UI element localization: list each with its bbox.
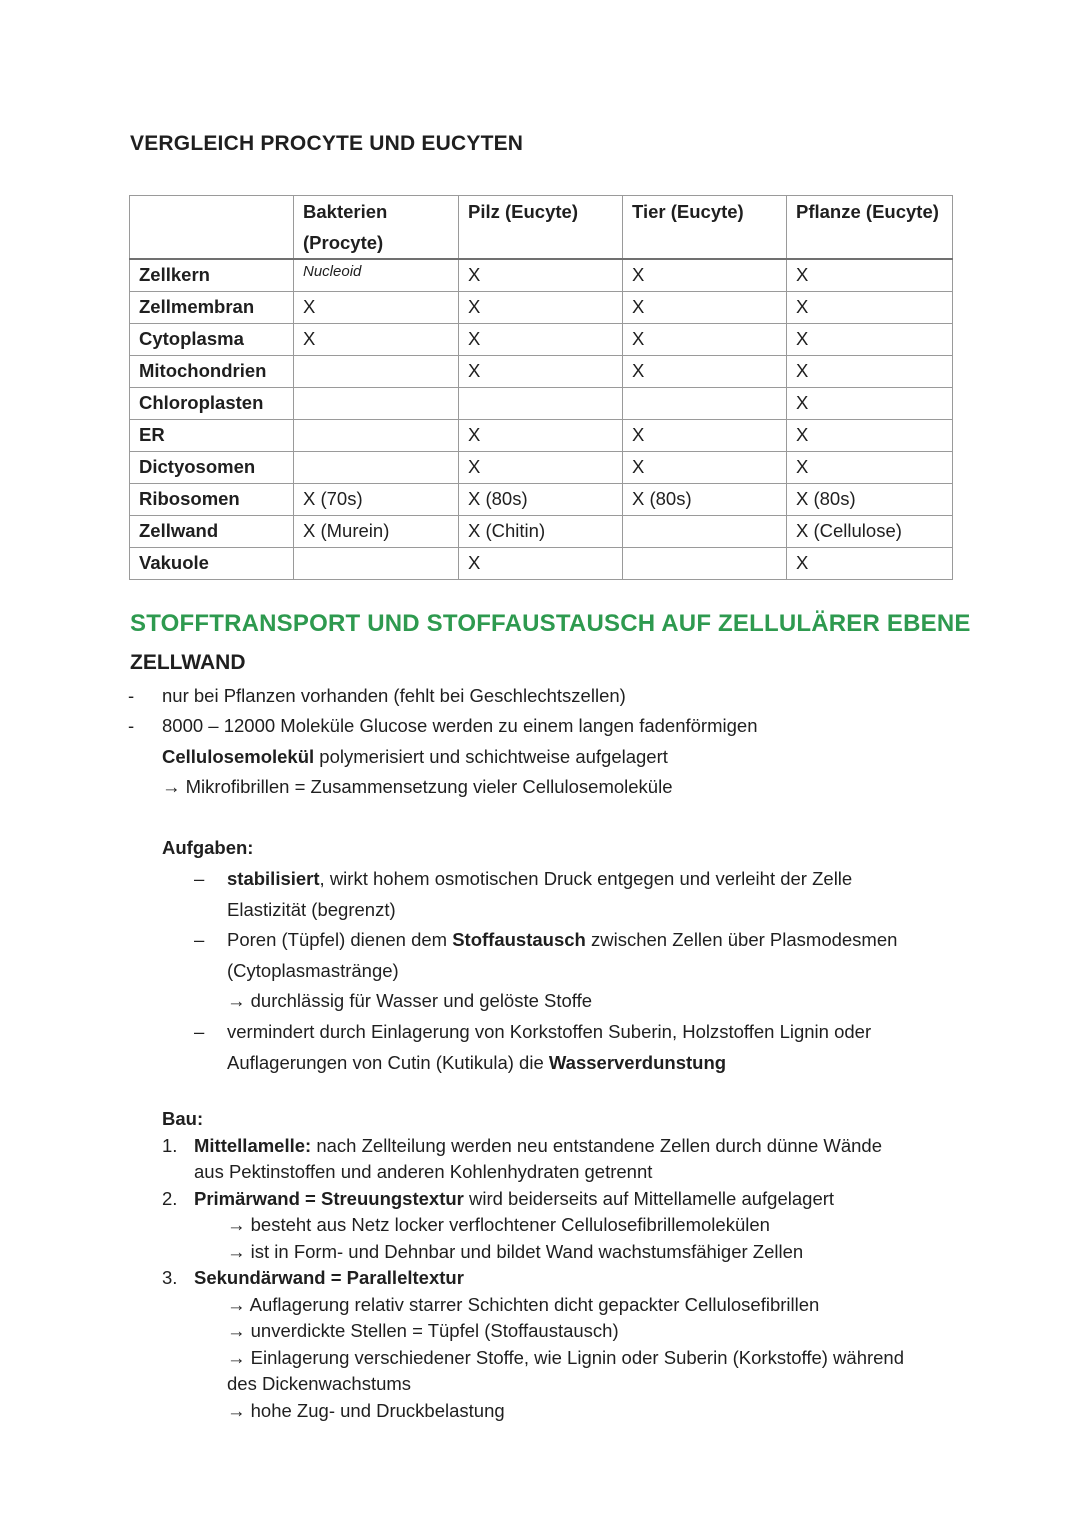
bau-item-cont: aus Pektinstoffen und anderen Kohlenhydraten getrennt — [194, 1161, 653, 1182]
table-row — [130, 259, 953, 292]
bold-term: stabilisiert — [227, 868, 320, 889]
table-cell: X (Cellulose) — [787, 516, 953, 548]
table-cell — [294, 548, 459, 580]
table-cell: X — [787, 356, 953, 388]
table-cell: X (Murein) — [294, 516, 459, 548]
table-cell — [294, 388, 459, 420]
text-run: wird beiderseits auf Mittellamelle aufgelagert — [463, 1188, 835, 1209]
table-row — [130, 516, 953, 548]
bau-item — [194, 1187, 834, 1211]
row-label: Cytoplasma — [130, 324, 294, 356]
table-row — [130, 548, 953, 580]
bau-item-cont: → unverdickte Stellen = Tüpfel (Stoffaustausch) — [227, 1320, 619, 1341]
bau-item-cont: → hohe Zug- und Druckbelastung — [227, 1400, 505, 1421]
aufgaben-item: vermindert durch Einlagerung von Korkstoffen Suberin, Holzstoffen Lignin oder — [227, 1021, 872, 1042]
text-run: zwischen Zellen über Plasmodesmen — [585, 929, 898, 950]
comparison-table — [129, 195, 953, 580]
table-cell: X — [623, 259, 787, 292]
aufgaben-item-cont: → durchlässig für Wasser und gelöste Stoffe — [227, 990, 593, 1011]
aufgaben-item-cont — [227, 1051, 726, 1075]
table-cell: X — [294, 324, 459, 356]
bullet-dash: – — [194, 868, 205, 889]
table-cell: X — [787, 548, 953, 580]
table-header-cell: Pilz (Eucyte) — [459, 196, 623, 260]
text-run: nach Zellteilung werden neu entstandene Zellen durch dünne Wände — [311, 1135, 883, 1156]
row-label: Vakuole — [130, 548, 294, 580]
table-cell: X — [623, 356, 787, 388]
text-run: , wirkt hohem osmotischen Druck entgegen und verleiht der Zelle — [319, 868, 853, 889]
row-label: ER — [130, 420, 294, 452]
table-row — [130, 388, 953, 420]
table-cell: X (80s) — [459, 484, 623, 516]
table-cell: X (80s) — [787, 484, 953, 516]
aufgaben-item — [227, 867, 852, 891]
bau-item — [194, 1134, 882, 1158]
table-cell: X — [623, 324, 787, 356]
page-title: VERGLEICH PROCYTE UND EUCYTEN — [130, 132, 524, 155]
table-cell: X — [459, 420, 623, 452]
table-cell: X — [459, 324, 623, 356]
bullet-text: → Mikrofibrillen = Zusammensetzung vieler Cellulosemoleküle — [162, 776, 673, 797]
bullet-text — [162, 745, 668, 769]
bau-item-cont: → ist in Form- und Dehnbar und bildet Wand wachstumsfähiger Zellen — [227, 1241, 804, 1262]
row-label: Zellkern — [130, 259, 294, 292]
aufgaben-item-cont: (Cytoplasmastränge) — [227, 960, 399, 981]
row-label: Zellwand — [130, 516, 294, 548]
row-label: Mitochondrien — [130, 356, 294, 388]
table-cell: X — [787, 259, 953, 292]
text-run: Poren (Tüpfel) dienen dem — [227, 929, 453, 950]
table-cell: X — [787, 388, 953, 420]
table-cell: X — [623, 452, 787, 484]
aufgaben-label: Aufgaben: — [162, 837, 254, 858]
table-header-cell — [294, 196, 459, 260]
bullet-dash: – — [194, 929, 205, 950]
header-line: (Procyte) — [303, 232, 384, 253]
table-cell: X — [459, 452, 623, 484]
list-number: 2. — [162, 1188, 178, 1209]
row-label: Ribosomen — [130, 484, 294, 516]
header-line: Bakterien — [303, 201, 388, 222]
table-row — [130, 484, 953, 516]
table-cell: X — [294, 292, 459, 324]
bau-label: Bau: — [162, 1108, 204, 1129]
table-cell — [623, 388, 787, 420]
text-run: Auflagerungen von Cutin (Kutikula) die — [227, 1052, 549, 1073]
table-row — [130, 292, 953, 324]
bold-term: Wasserverdunstung — [548, 1052, 727, 1073]
bau-item-cont: → Auflagerung relativ starrer Schichten dicht gepackter Cellulosefibrillen — [227, 1294, 820, 1315]
table-cell: X (Chitin) — [459, 516, 623, 548]
table-header-cell — [130, 196, 294, 260]
section-title: STOFFTRANSPORT UND STOFFAUSTAUSCH AUF ZELLULÄRER EBENE — [130, 610, 971, 637]
bullet-dash: – — [194, 1021, 205, 1042]
bau-item-cont: des Dickenwachstums — [227, 1373, 412, 1394]
table-cell — [294, 356, 459, 388]
table-cell: Nucleoid — [294, 259, 459, 292]
table-cell: X — [787, 420, 953, 452]
bullet-dash: - — [128, 715, 135, 736]
table-cell — [294, 452, 459, 484]
table-cell: X — [459, 292, 623, 324]
row-label: Chloroplasten — [130, 388, 294, 420]
bullet-dash: - — [128, 685, 135, 706]
table-cell: X (70s) — [294, 484, 459, 516]
table-cell: X — [459, 548, 623, 580]
subsection-title: ZELLWAND — [130, 651, 246, 674]
table-cell: X — [623, 420, 787, 452]
table-cell: X — [787, 452, 953, 484]
bold-term: Stoffaustausch — [452, 929, 586, 950]
table-header-row — [130, 196, 953, 260]
bau-item-cont: → besteht aus Netz locker verflochtener Cellulosefibrillemolekülen — [227, 1214, 770, 1235]
table-cell: X (80s) — [623, 484, 787, 516]
bullet-text: nur bei Pflanzen vorhanden (fehlt bei Geschlechtszellen) — [162, 685, 626, 706]
table-row — [130, 452, 953, 484]
bau-item: Sekundärwand = Paralleltextur — [194, 1267, 464, 1288]
table-cell: X — [459, 356, 623, 388]
bold-term: Mittellamelle: — [194, 1135, 312, 1156]
table-cell — [459, 388, 623, 420]
table-cell — [623, 548, 787, 580]
table-cell — [623, 516, 787, 548]
table-header-cell: Tier (Eucyte) — [623, 196, 787, 260]
bullet-text: 8000 – 12000 Moleküle Glucose werden zu einem langen fadenförmigen — [162, 715, 758, 736]
table-row — [130, 356, 953, 388]
table-row — [130, 324, 953, 356]
bold-term: Primärwand = Streuungstextur — [194, 1188, 464, 1209]
table-cell: X — [787, 324, 953, 356]
row-label: Zellmembran — [130, 292, 294, 324]
aufgaben-item — [227, 928, 897, 952]
text-run: polymerisiert und schichtweise aufgelagert — [314, 746, 668, 767]
list-number: 3. — [162, 1267, 178, 1288]
row-label: Dictyosomen — [130, 452, 294, 484]
table-cell — [294, 420, 459, 452]
table-cell: X — [623, 292, 787, 324]
table-row — [130, 420, 953, 452]
table-body — [130, 259, 953, 580]
aufgaben-item-cont: Elastizität (begrenzt) — [227, 899, 396, 920]
table-cell: X — [459, 259, 623, 292]
bau-item-cont: → Einlagerung verschiedener Stoffe, wie Lignin oder Suberin (Korkstoffe) während — [227, 1347, 905, 1368]
table-header-cell: Pflanze (Eucyte) — [787, 196, 953, 260]
bold-term: Cellulosemolekül — [162, 746, 315, 767]
table-cell: X — [787, 292, 953, 324]
list-number: 1. — [162, 1135, 178, 1156]
